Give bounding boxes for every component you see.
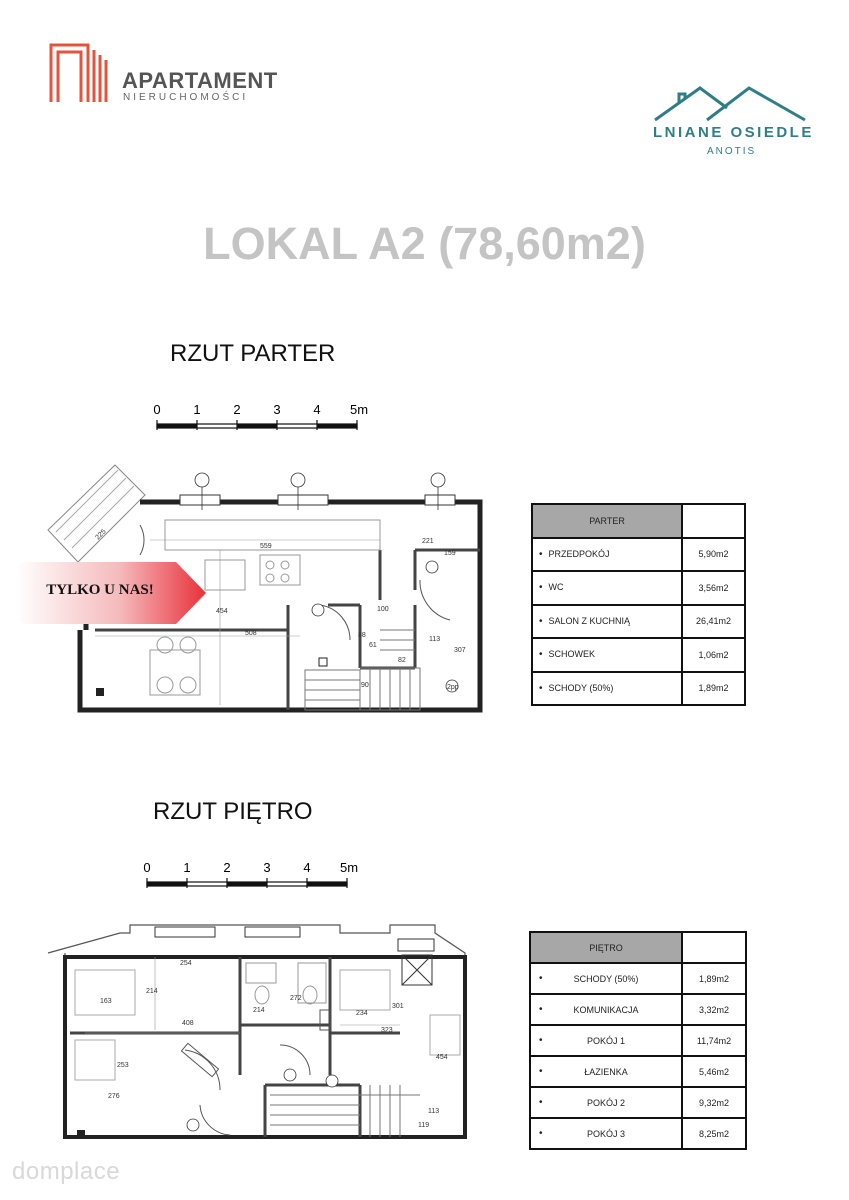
room-cell: • KOMUNIKACJA bbox=[530, 994, 682, 1025]
dimension-label: 253 bbox=[117, 1062, 129, 1069]
dimension-label: 559 bbox=[260, 543, 272, 550]
room-area: 1,06m2 bbox=[682, 638, 745, 672]
table-row bbox=[532, 638, 745, 672]
room-cell: • POKÓJ 3 bbox=[530, 1118, 682, 1149]
table-row bbox=[532, 605, 745, 639]
room-name: SCHODY (50%) bbox=[573, 973, 639, 984]
table-row bbox=[530, 1056, 746, 1087]
dimension-label: 307 bbox=[454, 647, 466, 654]
dimension-label: 214 bbox=[146, 988, 158, 995]
scale-tick-label: 4 bbox=[313, 402, 321, 417]
scale-tick-label: 0 bbox=[143, 860, 151, 875]
table-row bbox=[532, 538, 745, 572]
dimension-label: 90 bbox=[361, 682, 369, 689]
scale-tick-label: 0 bbox=[153, 402, 161, 417]
room-name: POKÓJ 3 bbox=[586, 1128, 625, 1139]
room-area: 3,32m2 bbox=[682, 994, 746, 1025]
domplace-watermark: domplace bbox=[12, 1158, 121, 1185]
dimension-label: 225 bbox=[94, 528, 108, 542]
dimension-label: 221 bbox=[422, 538, 434, 545]
room-name: POKÓJ 2 bbox=[586, 1097, 625, 1108]
pietro-scale-bar bbox=[130, 858, 370, 898]
table-header-row bbox=[532, 504, 745, 538]
scale-tick-label: 3 bbox=[273, 402, 281, 417]
apartament-logo-subtitle: NIERUCHOMOŚCI bbox=[123, 92, 249, 103]
room-name: WC bbox=[548, 582, 564, 593]
room-name: SCHODY (50%) bbox=[548, 682, 614, 693]
room-area: 3,56m2 bbox=[682, 571, 745, 605]
dimension-label: 272 bbox=[290, 995, 302, 1002]
dimension-label: 2pp bbox=[447, 684, 459, 691]
badge-label: TYLKO U NAS! bbox=[46, 582, 154, 598]
dimension-label: 454 bbox=[216, 608, 228, 615]
room-cell: • SCHODY (50%) bbox=[532, 672, 682, 706]
dimension-label: 254 bbox=[180, 960, 192, 967]
pietro-floor-plan bbox=[40, 915, 480, 1155]
table-row bbox=[530, 1118, 746, 1149]
lniane-logo-subtitle: ANOTIS bbox=[707, 146, 757, 157]
scale-tick-label: 2 bbox=[233, 402, 241, 417]
scale-tick-label: 5m bbox=[349, 402, 369, 417]
table-header-empty bbox=[682, 932, 746, 963]
room-area: 1,89m2 bbox=[682, 963, 746, 994]
scale-tick-label: 1 bbox=[193, 402, 201, 417]
room-name: SALON Z KUCHNIĄ bbox=[548, 615, 631, 626]
room-area: 5,90m2 bbox=[682, 538, 745, 572]
dimension-label: 159 bbox=[444, 550, 456, 557]
dimension-label: 113 bbox=[429, 636, 441, 643]
dimension-label: 100 bbox=[377, 606, 389, 613]
room-cell: • POKÓJ 1 bbox=[530, 1025, 682, 1056]
scale-tick-label: 4 bbox=[303, 860, 311, 875]
table-header-empty bbox=[682, 504, 745, 538]
pietro-area-table bbox=[529, 931, 747, 1150]
room-cell: • WC bbox=[532, 571, 682, 605]
pietro-heading: RZUT PIĘTRO bbox=[153, 798, 313, 825]
room-cell: • PRZEDPOKÓJ bbox=[532, 538, 682, 572]
house-roof-icon bbox=[645, 80, 820, 124]
room-area: 1,89m2 bbox=[682, 672, 745, 706]
table-header: PIĘTRO bbox=[530, 932, 682, 963]
room-name: KOMUNIKACJA bbox=[573, 1004, 639, 1015]
parter-scale-bar bbox=[140, 400, 380, 440]
dimension-label: 113 bbox=[428, 1108, 440, 1115]
table-header: PARTER bbox=[532, 504, 682, 538]
dimension-label: 408 bbox=[182, 1020, 194, 1027]
table-row bbox=[532, 571, 745, 605]
dimension-label: 88 bbox=[358, 632, 366, 639]
room-cell: • SCHOWEK bbox=[532, 638, 682, 672]
dimension-label: 276 bbox=[108, 1093, 120, 1100]
table-row bbox=[530, 1025, 746, 1056]
room-name: ŁAZIENKA bbox=[584, 1066, 628, 1077]
room-area: 9,32m2 bbox=[682, 1087, 746, 1118]
dimension-label: 454 bbox=[436, 1054, 448, 1061]
lniane-osiedle-logo bbox=[645, 80, 820, 160]
dimension-label: 214 bbox=[253, 1007, 265, 1014]
lniane-logo-name: LNIANE OSIEDLE bbox=[653, 124, 814, 141]
parter-heading: RZUT PARTER bbox=[170, 340, 336, 367]
room-area: 26,41m2 bbox=[682, 605, 745, 639]
parter-area-table bbox=[531, 503, 746, 706]
room-name: SCHOWEK bbox=[548, 649, 596, 660]
room-area: 11,74m2 bbox=[682, 1025, 746, 1056]
scale-tick-label: 2 bbox=[223, 860, 231, 875]
apartament-logo bbox=[48, 42, 278, 106]
room-cell: • ŁAZIENKA bbox=[530, 1056, 682, 1087]
dimension-label: 163 bbox=[100, 998, 112, 1005]
table-row bbox=[530, 1087, 746, 1118]
room-cell: • SCHODY (50%) bbox=[530, 963, 682, 994]
scale-tick-label: 3 bbox=[263, 860, 271, 875]
room-name: PRZEDPOKÓJ bbox=[548, 548, 610, 559]
apartament-logo-mark bbox=[48, 42, 112, 106]
dimension-label: 301 bbox=[392, 1003, 404, 1010]
room-area: 5,46m2 bbox=[682, 1056, 746, 1087]
room-area: 8,25m2 bbox=[682, 1118, 746, 1149]
scale-tick-label: 5m bbox=[339, 860, 359, 875]
apartament-logo-name: APARTAMENT bbox=[122, 68, 278, 93]
table-row bbox=[530, 994, 746, 1025]
dimension-label: 82 bbox=[398, 657, 406, 664]
room-cell: • SALON Z KUCHNIĄ bbox=[532, 605, 682, 639]
dimension-label: 508 bbox=[245, 630, 257, 637]
table-row bbox=[530, 963, 746, 994]
dimension-label: 234 bbox=[356, 1010, 368, 1017]
dimension-label: 323 bbox=[381, 1027, 393, 1034]
page-title: LOKAL A2 (78,60m2) bbox=[203, 218, 646, 269]
room-name: POKÓJ 1 bbox=[586, 1035, 625, 1046]
scale-tick-label: 1 bbox=[183, 860, 191, 875]
table-row bbox=[532, 672, 745, 706]
table-header-row bbox=[530, 932, 746, 963]
dimension-label: 61 bbox=[369, 642, 377, 649]
dimension-label: 119 bbox=[418, 1122, 430, 1129]
room-cell: • POKÓJ 2 bbox=[530, 1087, 682, 1118]
